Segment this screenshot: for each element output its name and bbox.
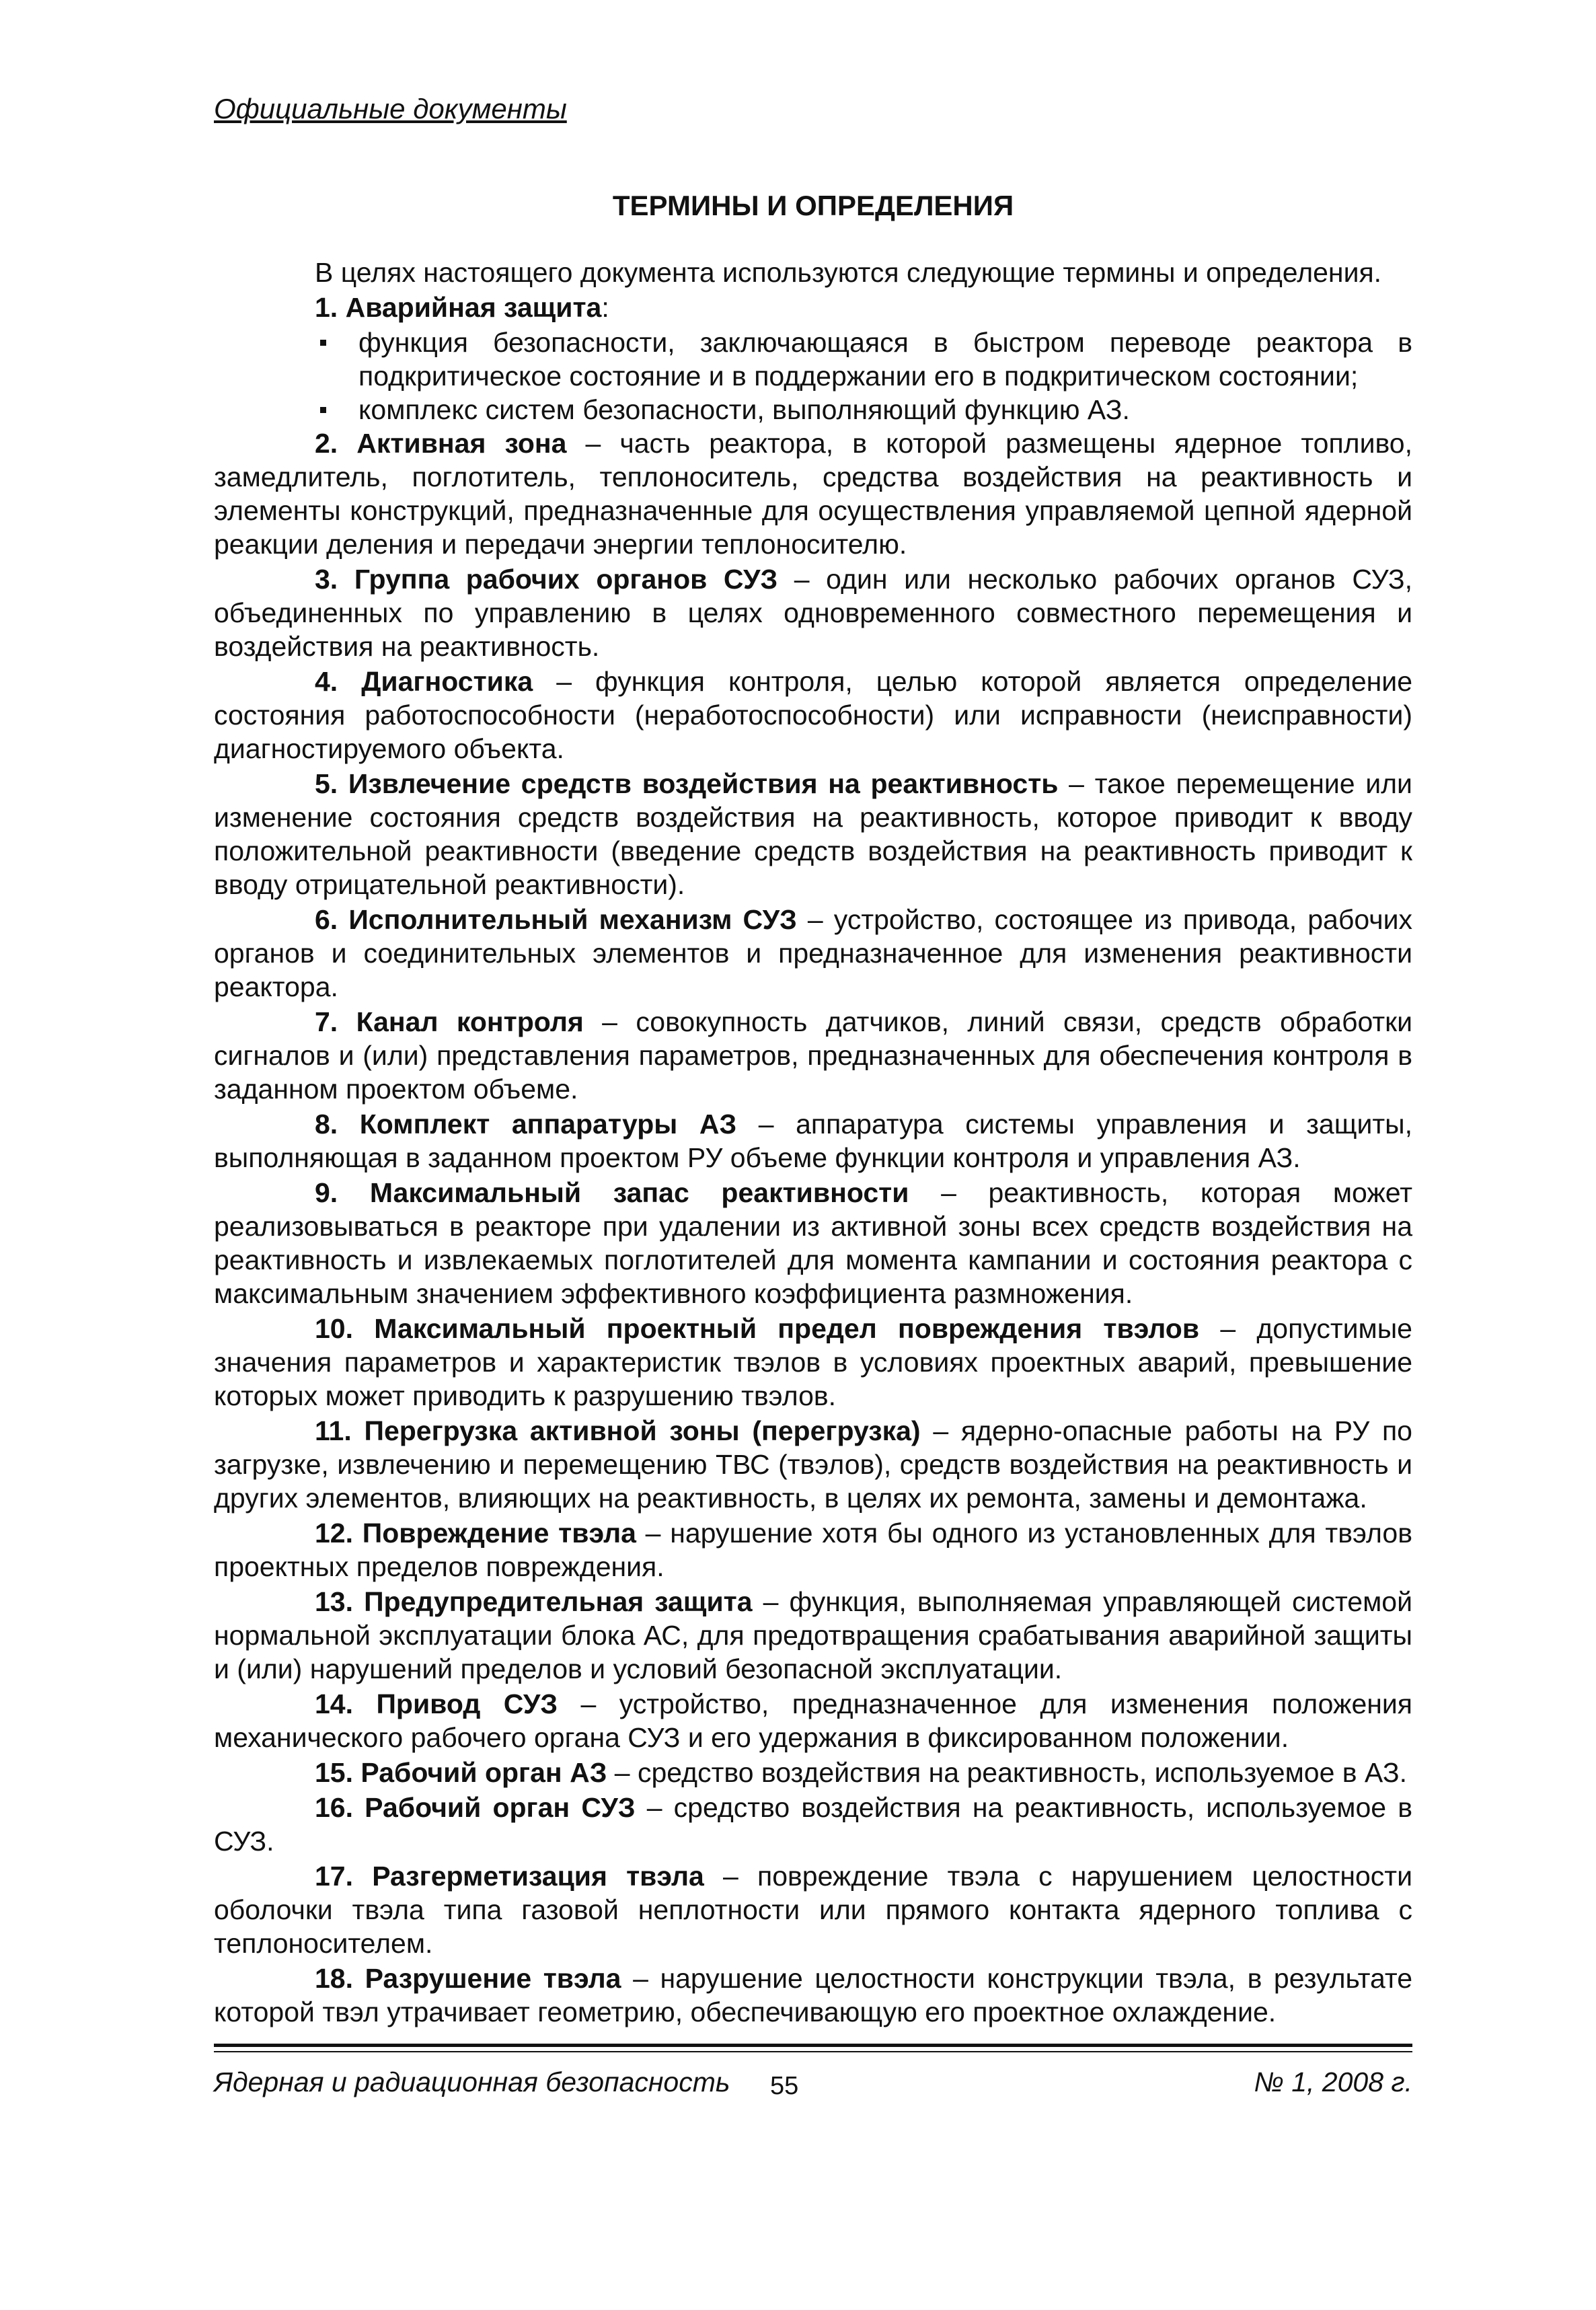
term-definition: – устройство, состоящее из привода, рабочих органов и соединительных элементов и предназначенное для изменения реактивности реактора.: [214, 904, 1412, 1002]
term-name: Рабочий орган АЗ: [360, 1757, 607, 1788]
term-definition: – реактивность, которая может реализовываться в реакторе при удалении из активной зоны всех средств воздействия на реактивность и извлекаемых поглотителей для момента кампании и состояния реактора с максимальным значением эффективного коэффициента размножения.: [214, 1177, 1412, 1309]
term-paragraph: [214, 1585, 1412, 1686]
term-name: Разрушение твэла: [365, 1963, 621, 1994]
term-number: 11.: [315, 1415, 352, 1446]
term-number: 2.: [315, 428, 338, 459]
term-paragraph: [214, 767, 1412, 901]
term-paragraph: [214, 1791, 1412, 1858]
footer-journal-name: Ядерная и радиационная безопасность: [214, 2066, 730, 2097]
term-definition: – функция, выполняемая управляющей системой нормальной эксплуатации блока АС, для предотвращения срабатывания аварийной защиты и (или) нарушений пределов и условий безопасной эксплуатации.: [214, 1586, 1412, 1684]
term-paragraph: [214, 1312, 1412, 1413]
term-definition: – один или несколько рабочих органов СУЗ, объединенных по управлению в целях одновременного совместного перемещения и воздействия на реактивность.: [214, 564, 1412, 662]
term-number: 14.: [315, 1688, 353, 1719]
term-number: 18.: [315, 1963, 353, 1994]
term-name: Максимальный проектный предел повреждения твэлов: [374, 1313, 1200, 1344]
term-paragraph: [214, 1176, 1412, 1310]
term-paragraph: [214, 665, 1412, 766]
term-name: Извлечение средств воздействия на реактивность: [348, 768, 1059, 799]
term-number: 5.: [315, 768, 338, 799]
term-number: 6.: [315, 904, 338, 935]
term-number: 16.: [315, 1792, 353, 1823]
term-number: 15.: [315, 1757, 353, 1788]
term-definition: – ядерно-опасные работы на РУ по загрузке, извлечению и перемещению ТВС (твэлов), средств воздействия на реактивность и других элементов, влияющих на реактивность, в целях их ремонта, замены и демонтажа.: [214, 1415, 1412, 1514]
term-number: 17.: [315, 1861, 353, 1892]
terms-content: [214, 256, 1412, 2030]
term-bullet-list: [214, 326, 1412, 426]
term-paragraph: [214, 903, 1412, 1004]
term-number: 1.: [315, 292, 338, 323]
term-number: 9.: [315, 1177, 338, 1208]
term-name: Предупредительная защита: [364, 1586, 753, 1617]
term-definition: – такое перемещение или изменение состояния средств воздействия на реактивность, которое приводит к вводу положительной реактивности (введение средств воздействия на реактивность приводит к вводу отрицательной реактивности).: [214, 768, 1412, 900]
term-name: Комплект аппаратуры АЗ: [359, 1109, 737, 1140]
term-name: Рабочий орган СУЗ: [365, 1792, 636, 1823]
footer-rule-thick: [214, 2044, 1412, 2047]
term-paragraph: [214, 291, 1412, 324]
footer-issue: № 1, 2008 г.: [1254, 2066, 1412, 2097]
term-name: Повреждение твэла: [362, 1518, 636, 1549]
term-paragraph: [214, 1687, 1412, 1754]
term-definition: – аппаратура системы управления и защиты, выполняющая в заданном проектом РУ объеме функции контроля и управления АЗ.: [214, 1109, 1412, 1173]
term-paragraph: [214, 1962, 1412, 2029]
term-name: Перегрузка активной зоны (перегрузка): [364, 1415, 921, 1446]
term-definition: – повреждение твэла с нарушением целостности оболочки твэла типа газовой неплотности или прямого контакта ядерного топлива с теплоносителем.: [214, 1861, 1412, 1959]
term-definition: – часть реактора, в которой размещены ядерное топливо, замедлитель, поглотитель, теплоноситель, средства воздействия на реактивность и элементы конструкций, предназначенные для осуществления управляемой цепной ядерной реакции деления и передачи энергии теплоносителю.: [214, 428, 1412, 560]
term-paragraph: [214, 1107, 1412, 1175]
term-paragraph: [214, 1516, 1412, 1584]
term-definition: – средство воздействия на реактивность, используемое в АЗ.: [607, 1757, 1407, 1788]
term-name: Диагностика: [361, 666, 533, 697]
term-paragraph: [214, 1005, 1412, 1106]
term-paragraph: [214, 426, 1412, 561]
term-number: 3.: [315, 564, 338, 595]
terms-list: [214, 291, 1412, 2029]
term-definition: – устройство, предназначенное для изменения положения механического рабочего органа СУЗ и его удержания в фиксированном положении.: [214, 1688, 1412, 1753]
term-name: Разгерметизация твэла: [372, 1861, 704, 1892]
term-name: Группа рабочих органов СУЗ: [354, 564, 778, 595]
term-number: 4.: [315, 666, 338, 697]
running-header: Официальные документы: [214, 93, 567, 124]
intro-paragraph: В целях настоящего документа используются следующие термины и определения.: [315, 257, 1382, 288]
bullet-item: функция безопасности, заключающаяся в быстром переводе реактора в подкритическое состояние и в поддержании его в подкритическом состоянии;: [315, 326, 1412, 393]
term-definition: – нарушение хотя бы одного из установленных для твэлов проектных пределов повреждения.: [214, 1518, 1412, 1582]
term-name: Активная зона: [356, 428, 567, 459]
term-definition: – допустимые значения параметров и характеристик твэлов в условиях проектных аварий, превышение которых может приводить к разрушению твэлов.: [214, 1313, 1412, 1411]
term-number: 12.: [315, 1518, 353, 1549]
term-name: Аварийная защита: [345, 292, 602, 323]
page-title: ТЕРМИНЫ И ОПРЕДЕЛЕНИЯ: [612, 190, 1014, 221]
term-paragraph: [214, 562, 1412, 663]
term-definition: – функция контроля, целью которой является определение состояния работоспособности (неработоспособности) или исправности (неисправности) диагностируемого объекта.: [214, 666, 1412, 764]
term-number: 7.: [315, 1006, 338, 1037]
term-number: 10.: [315, 1313, 353, 1344]
term-definition: – средство воздействия на реактивность, используемое в СУЗ.: [214, 1792, 1412, 1857]
term-paragraph: [214, 1859, 1412, 1960]
term-name: Привод СУЗ: [376, 1688, 558, 1719]
footer-rule-thin: [214, 2051, 1412, 2052]
term-name: Канал контроля: [356, 1006, 584, 1037]
term-name: Максимальный запас реактивности: [369, 1177, 909, 1208]
term-number: 13.: [315, 1586, 353, 1617]
term-name: Исполнительный механизм СУЗ: [348, 904, 797, 935]
bullet-item: комплекс систем безопасности, выполняющий функцию АЗ.: [315, 393, 1412, 426]
page-number: 55: [770, 2072, 799, 2100]
term-definition: – совокупность датчиков, линий связи, средств обработки сигналов и (или) представления параметров, предназначенных для обеспечения контроля в заданном проектом объеме.: [214, 1006, 1412, 1105]
term-number: 8.: [315, 1109, 338, 1140]
term-paragraph: [214, 1414, 1412, 1515]
term-paragraph: [214, 1756, 1412, 1789]
term-definition: – нарушение целостности конструкции твэла, в результате которой твэл утрачивает геометрию, обеспечивающую его проектное охлаждение.: [214, 1963, 1412, 2027]
term-definition: :: [601, 292, 609, 323]
